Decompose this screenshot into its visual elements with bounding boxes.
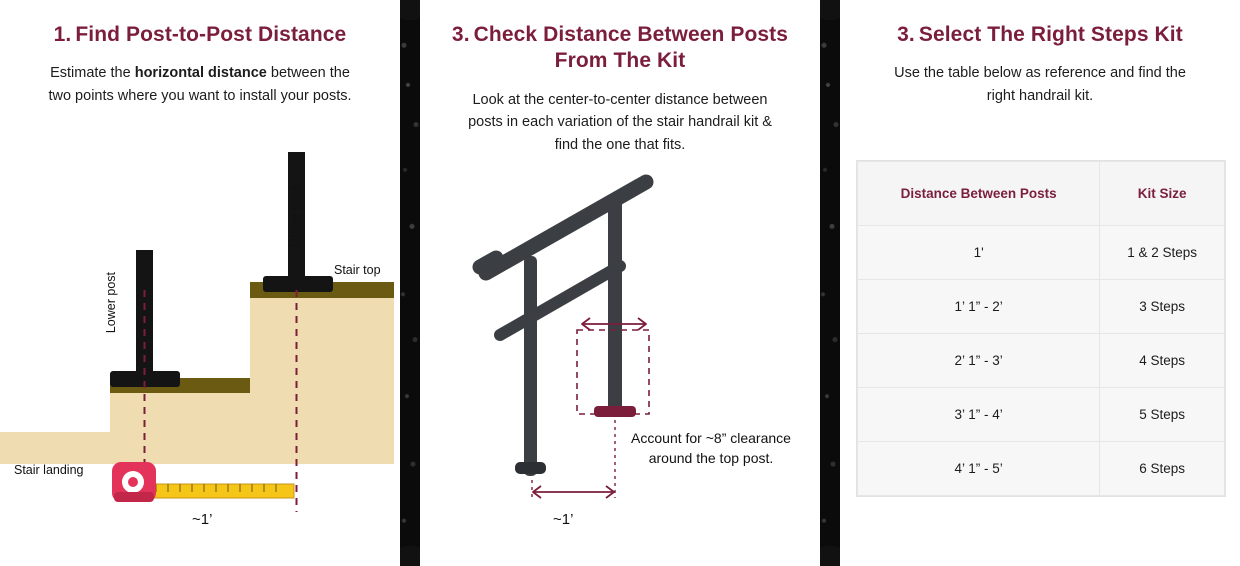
table-header-row — [858, 162, 1225, 226]
upper-stair-block — [250, 296, 394, 464]
panel-select-kit — [840, 0, 1240, 566]
tape-measure-case — [112, 462, 156, 502]
divider-right-cap-top — [820, 0, 840, 20]
panel-2-measurement-label: ~1’ — [553, 511, 574, 528]
stair-landing-label: Stair landing — [14, 463, 84, 477]
handrail-kit-diagram — [420, 0, 820, 566]
panel-check-kit-distance — [420, 0, 820, 566]
panel-1-step-number: 1. — [53, 23, 72, 46]
table-row — [858, 388, 1225, 442]
stair-post-diagram — [0, 0, 400, 566]
stair-landing-slab — [0, 432, 112, 464]
cell-kit-size: 6 Steps — [1100, 442, 1225, 496]
handrail-upper-post-foot — [594, 406, 636, 417]
panel-3-title-text: Select The Right Steps Kit — [918, 23, 1183, 46]
tape-measure-blade — [144, 484, 294, 498]
divider-left-cap-top — [400, 0, 420, 20]
divider-left — [400, 0, 420, 566]
panel-2-body: Look at the center-to-center distance between posts in each variation of the stair handrail kit & find the one that fits. — [468, 91, 772, 153]
cell-distance: 2’ 1” - 3’ — [858, 334, 1100, 388]
panel-2-step-number: 3. — [451, 23, 470, 46]
cell-distance: 4’ 1” - 5’ — [858, 442, 1100, 496]
post-distance-arrow — [533, 486, 614, 498]
cell-kit-size: 3 Steps — [1100, 280, 1225, 334]
table-body — [858, 226, 1225, 496]
handrail-upper-post — [608, 196, 622, 414]
cell-distance: 3’ 1” - 4’ — [858, 388, 1100, 442]
upper-post-label: Upper post — [288, 186, 302, 248]
panel-1-title-text: Find Post-to-Post Distance — [75, 23, 347, 46]
cell-kit-size: 1 & 2 Steps — [1100, 226, 1225, 280]
column-header-distance: Distance Between Posts — [858, 162, 1100, 226]
cell-distance: 1’ 1” - 2’ — [858, 280, 1100, 334]
handrail-lower-post-foot — [515, 462, 546, 474]
kit-size-table-wrapper — [856, 160, 1226, 497]
table-row — [858, 334, 1225, 388]
divider-right-cap-bottom — [820, 546, 840, 566]
clearance-note: Account for ~8” clearance around the top post. — [631, 430, 791, 467]
panel-1-measurement-label: ~1’ — [192, 511, 213, 528]
panel-1-body-bold: horizontal distance — [134, 65, 267, 82]
panel-3-step-number: 3. — [897, 23, 915, 46]
panel-find-post-distance — [0, 0, 400, 566]
handrail-lower-post — [524, 256, 537, 476]
panel-2-title-text: Check Distance Between Posts From The Kit — [473, 23, 789, 73]
panel-1-body-pre: Estimate the — [50, 65, 135, 82]
table-row — [858, 280, 1225, 334]
lower-step-block — [110, 392, 252, 464]
handrail-rail-end — [480, 258, 496, 267]
divider-left-cap-bottom — [400, 546, 420, 566]
lower-post-label: Lower post — [104, 272, 118, 334]
table-row — [858, 442, 1225, 496]
kit-size-table — [857, 161, 1225, 496]
divider-right — [820, 0, 840, 566]
panel-3-body: Use the table below as reference and find the right handrail kit. — [894, 65, 1186, 104]
cell-kit-size: 4 Steps — [1100, 334, 1225, 388]
table-row — [858, 226, 1225, 280]
upper-post-base — [263, 276, 333, 292]
cell-kit-size: 5 Steps — [1100, 388, 1225, 442]
panel-1-body-post: between the two points where you want to install your posts. — [48, 65, 352, 104]
column-header-kit-size: Kit Size — [1100, 162, 1225, 226]
panel-3-title — [840, 0, 1240, 48]
stair-top-label: Stair top — [334, 263, 381, 277]
cell-distance: 1' — [858, 226, 1100, 280]
